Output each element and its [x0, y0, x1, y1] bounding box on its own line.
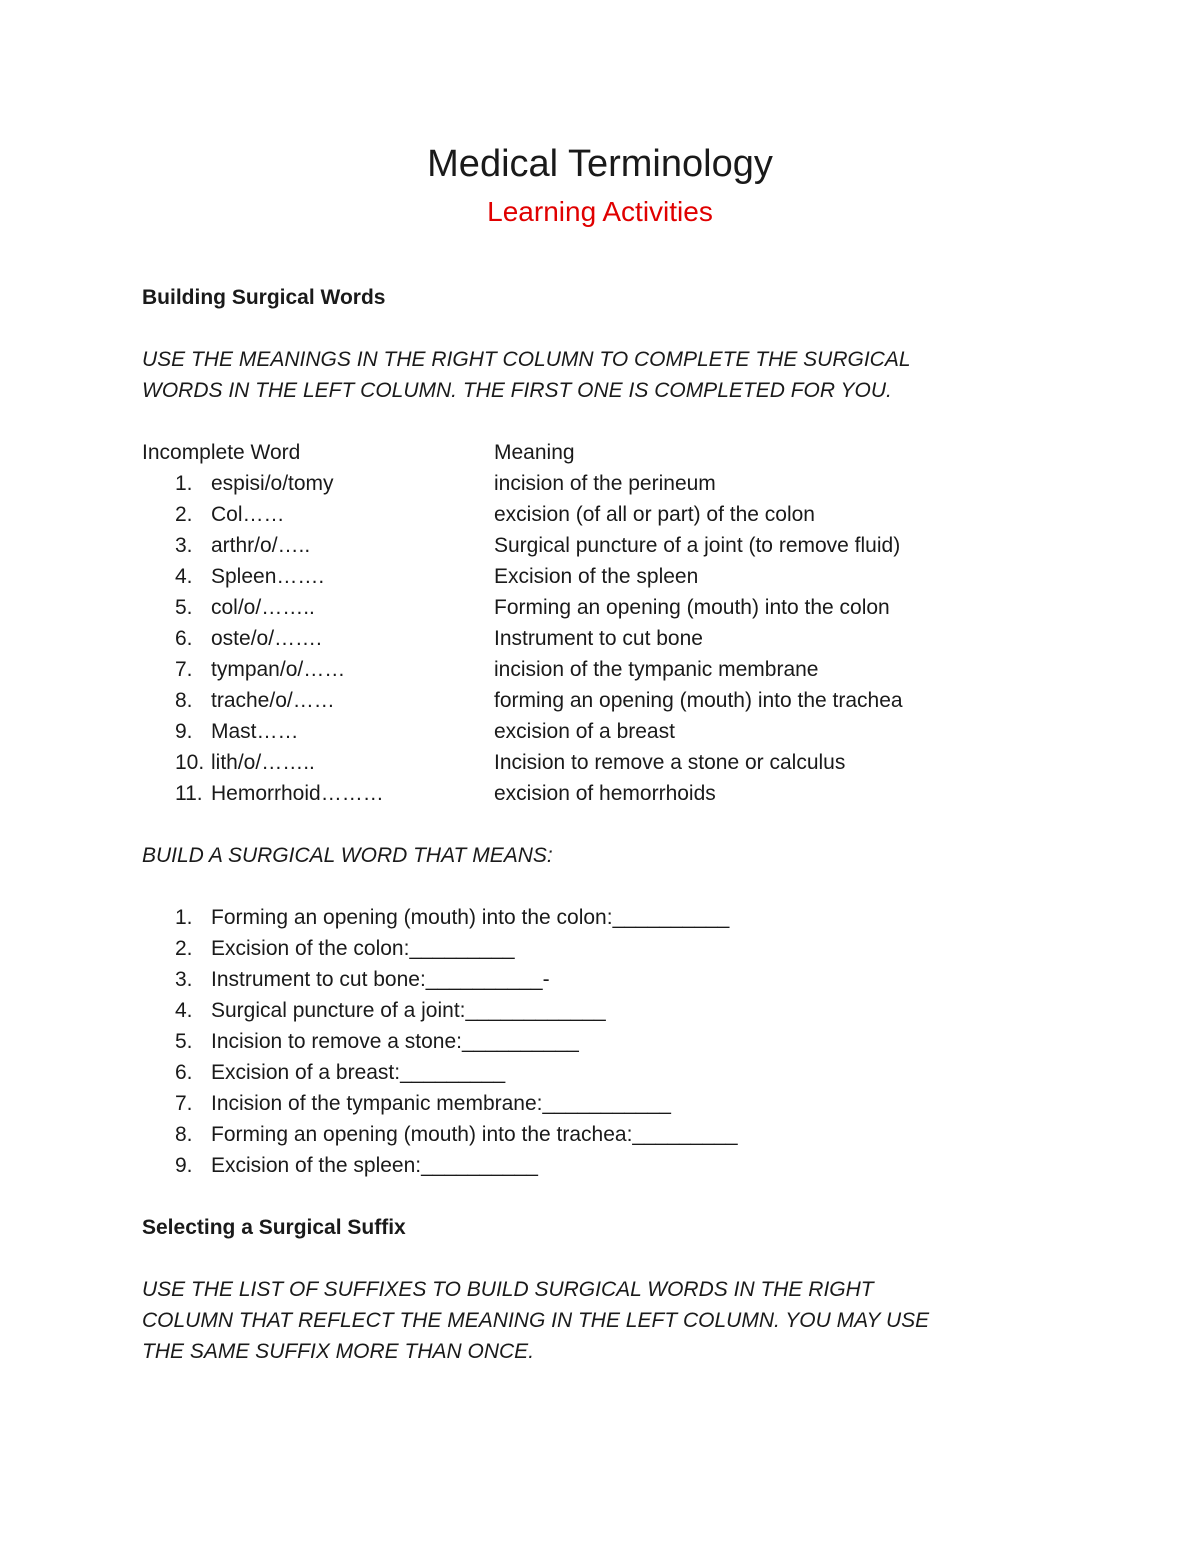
- incomplete-word: Spleen…….: [211, 565, 325, 588]
- item-number: 7.: [175, 1092, 193, 1115]
- meaning-cell: Instrument to cut bone: [494, 627, 703, 650]
- incomplete-word: lith/o/……..: [211, 751, 315, 774]
- incomplete-word-cell: [142, 747, 494, 778]
- meaning-cell: Surgical puncture of a joint (to remove fluid): [494, 534, 901, 557]
- table-row: [142, 747, 1062, 778]
- incomplete-word-cell: [142, 685, 494, 716]
- incomplete-word: tympan/o/……: [211, 658, 346, 681]
- list-item: [142, 933, 1062, 964]
- meaning-cell: excision of a breast: [494, 720, 675, 743]
- fill-in-blank-prompt: Incision to remove a stone:__________: [211, 1030, 579, 1053]
- meaning-cell: incision of the perineum: [494, 472, 716, 495]
- spacer: [142, 313, 1062, 344]
- instruction-line: USE THE MEANINGS IN THE RIGHT COLUMN TO COMPLETE THE SURGICAL: [142, 348, 911, 371]
- section-heading-selecting-surgical-suffix: Selecting a Surgical Suffix: [142, 1216, 406, 1239]
- meaning-cell: excision of hemorrhoids: [494, 782, 716, 805]
- incomplete-word-cell: [142, 778, 494, 809]
- fill-in-blank-prompt: Forming an opening (mouth) into the trachea:_________: [211, 1123, 738, 1146]
- table-row: [142, 468, 1062, 499]
- meaning-cell: excision (of all or part) of the colon: [494, 503, 815, 526]
- fill-in-blank-prompt: Excision of the spleen:__________: [211, 1154, 538, 1177]
- item-number: 1.: [175, 906, 193, 929]
- table-row: [142, 499, 1062, 530]
- incomplete-word: Mast……: [211, 720, 299, 743]
- instruction-line: USE THE LIST OF SUFFIXES TO BUILD SURGICAL WORDS IN THE RIGHT: [142, 1278, 874, 1301]
- table-row: [142, 654, 1062, 685]
- instruction-line: WORDS IN THE LEFT COLUMN. THE FIRST ONE IS COMPLETED FOR YOU.: [142, 379, 892, 402]
- incomplete-word: Col……: [211, 503, 285, 526]
- column-header-meaning: Meaning: [494, 441, 575, 464]
- fill-in-blank-prompt: Surgical puncture of a joint:____________: [211, 999, 606, 1022]
- list-item: [142, 902, 1062, 933]
- list-item: [142, 1088, 1062, 1119]
- fill-in-blank-prompt: Excision of a breast:_________: [211, 1061, 506, 1084]
- fill-in-blank-prompt: Forming an opening (mouth) into the colon:__________: [211, 906, 730, 929]
- meaning-cell: Forming an opening (mouth) into the colon: [494, 596, 890, 619]
- table-row: [142, 561, 1062, 592]
- item-number: 7.: [175, 658, 193, 681]
- table-row: [142, 778, 1062, 809]
- list-item: [142, 1026, 1062, 1057]
- incomplete-word: arthr/o/…..: [211, 534, 311, 557]
- item-number: 6.: [175, 1061, 193, 1084]
- meaning-cell: Incision to remove a stone or calculus: [494, 751, 846, 774]
- table-row: [142, 716, 1062, 747]
- document-subtitle: Learning Activities: [487, 196, 713, 227]
- word-meaning-table: [142, 468, 1062, 809]
- table-row: [142, 592, 1062, 623]
- list-item: [142, 1150, 1062, 1181]
- build-word-list: [142, 902, 1062, 1181]
- item-number: 9.: [175, 1154, 193, 1177]
- item-number: 2.: [175, 503, 193, 526]
- item-number: 8.: [175, 689, 193, 712]
- item-number: 11.: [175, 782, 203, 805]
- list-item: [142, 1057, 1062, 1088]
- item-number: 10.: [175, 751, 205, 774]
- spacer: [142, 1181, 1062, 1212]
- incomplete-word-cell: [142, 530, 494, 561]
- instruction-build-surgical-word: BUILD A SURGICAL WORD THAT MEANS:: [142, 844, 553, 867]
- incomplete-word: Hemorrhoid………: [211, 782, 384, 805]
- list-item: [142, 995, 1062, 1026]
- incomplete-word: oste/o/…….: [211, 627, 322, 650]
- incomplete-word-cell: [142, 499, 494, 530]
- item-number: 5.: [175, 1030, 193, 1053]
- incomplete-word: trache/o/……: [211, 689, 335, 712]
- incomplete-word-cell: [142, 654, 494, 685]
- fill-in-blank-prompt: Excision of the colon:_________: [211, 937, 515, 960]
- list-item: [142, 964, 1062, 995]
- item-number: 3.: [175, 534, 193, 557]
- item-number: 8.: [175, 1123, 193, 1146]
- table-row: [142, 623, 1062, 654]
- document-body: [142, 282, 1062, 1367]
- meaning-cell: forming an opening (mouth) into the trachea: [494, 689, 903, 712]
- incomplete-word-cell: [142, 716, 494, 747]
- spacer: [142, 406, 1062, 437]
- incomplete-word-cell: [142, 468, 494, 499]
- section-heading-building-surgical-words: Building Surgical Words: [142, 286, 386, 309]
- item-number: 2.: [175, 937, 193, 960]
- spacer: [142, 1243, 1062, 1274]
- table-row: [142, 685, 1062, 716]
- column-header-incomplete-word: Incomplete Word: [142, 441, 301, 464]
- list-item: [142, 1119, 1062, 1150]
- incomplete-word: col/o/……..: [211, 596, 315, 619]
- item-number: 4.: [175, 999, 193, 1022]
- item-number: 1.: [175, 472, 193, 495]
- instruction-line: THE SAME SUFFIX MORE THAN ONCE.: [142, 1340, 535, 1363]
- incomplete-word-cell: [142, 623, 494, 654]
- instruction-line: COLUMN THAT REFLECT THE MEANING IN THE LEFT COLUMN. YOU MAY USE: [142, 1309, 930, 1332]
- fill-in-blank-prompt: Instrument to cut bone:__________-: [211, 968, 550, 991]
- spacer: [142, 809, 1062, 840]
- incomplete-word-cell: [142, 561, 494, 592]
- incomplete-word: espisi/o/tomy: [211, 472, 334, 495]
- spacer: [142, 871, 1062, 902]
- item-number: 5.: [175, 596, 193, 619]
- fill-in-blank-prompt: Incision of the tympanic membrane:___________: [211, 1092, 671, 1115]
- document-title: Medical Terminology: [427, 143, 773, 185]
- item-number: 3.: [175, 968, 193, 991]
- incomplete-word-cell: [142, 592, 494, 623]
- item-number: 6.: [175, 627, 193, 650]
- meaning-cell: incision of the tympanic membrane: [494, 658, 819, 681]
- item-number: 9.: [175, 720, 193, 743]
- meaning-cell: Excision of the spleen: [494, 565, 699, 588]
- item-number: 4.: [175, 565, 193, 588]
- table-row: [142, 530, 1062, 561]
- table-header-row: [142, 437, 1062, 468]
